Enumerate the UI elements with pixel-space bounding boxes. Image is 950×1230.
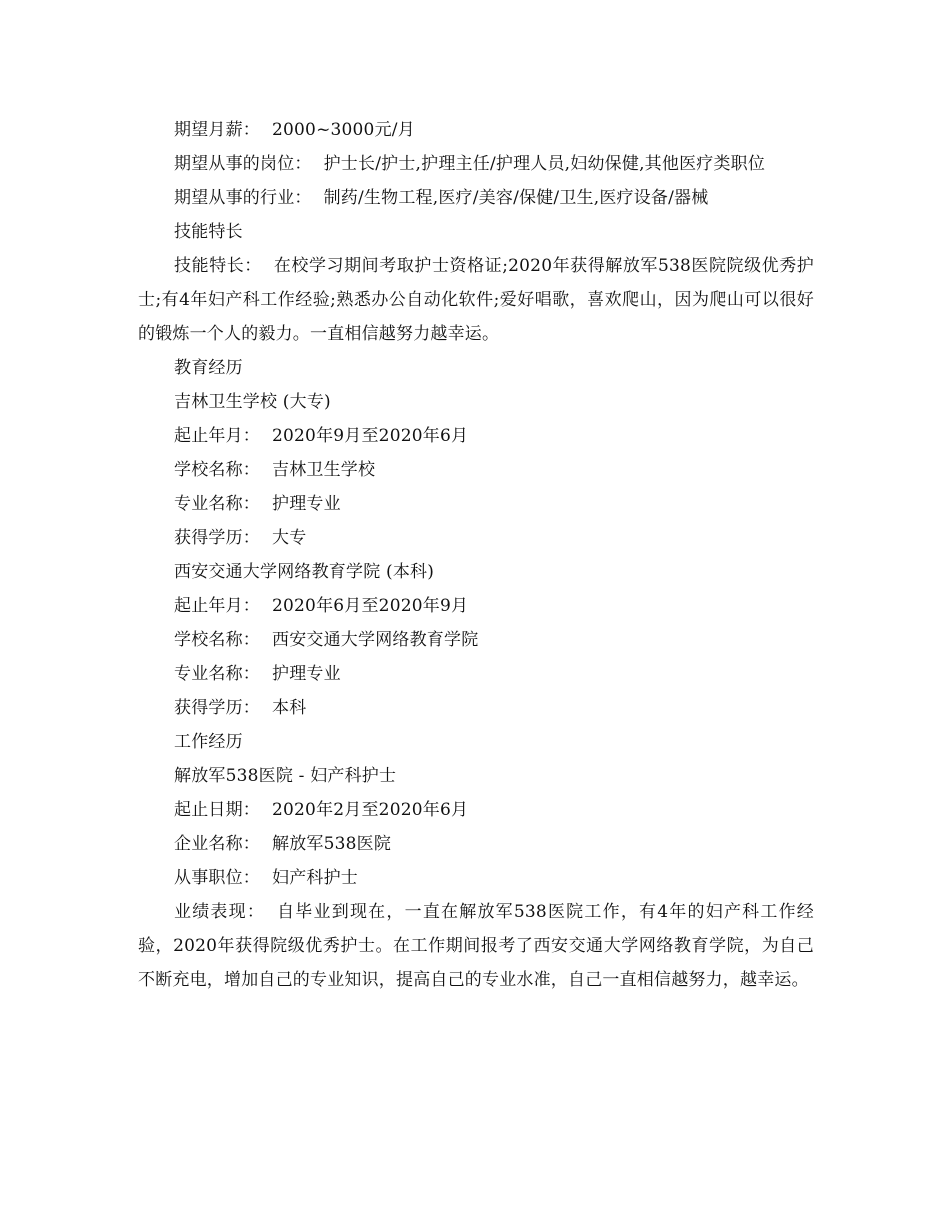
education-degree-value: 本科: [272, 698, 307, 718]
education-period-value: 2020年6月至2020年9月: [272, 596, 469, 616]
expected-position-value: 护士长/护士,护理主任/护理人员,妇幼保健,其他医疗类职位: [323, 154, 766, 174]
education-major-label: 专业名称：: [174, 664, 260, 684]
work-role-label: 从事职位：: [174, 868, 260, 888]
expected-industry: [138, 181, 814, 215]
education-degree: [138, 691, 814, 725]
work-period: [138, 793, 814, 827]
education-school-label: 学校名称：: [174, 460, 260, 480]
skills-heading: 技能特长: [174, 222, 243, 242]
work-performance-value: 自毕业到现在，一直在解放军538医院工作，有4年的妇产科工作经验，2020年获得院级优秀护士。在工作期间报考了西安交通大学网络教育学院，为自己不断充电，增加自己的专业知识，提高自己的专业水准，自己一直相信越努力，越幸运。: [138, 902, 815, 990]
education-degree-value: 大专: [272, 528, 307, 548]
work-period-label: 起止日期：: [174, 800, 260, 820]
education-period-label: 起止年月：: [174, 426, 260, 446]
expected-position-label: 期望从事的岗位：: [174, 154, 312, 174]
work-entry-title: 解放军538医院 - 妇产科护士: [174, 766, 397, 786]
education-entry-title: 吉林卫生学校 (大专): [174, 392, 331, 412]
education-major-value: 护理专业: [272, 494, 341, 514]
work-role-value: 妇产科护士: [272, 868, 358, 888]
education-major-value: 护理专业: [272, 664, 341, 684]
education-period-label: 起止年月：: [174, 596, 260, 616]
education-school: [138, 453, 814, 487]
education-period-value: 2020年9月至2020年6月: [272, 426, 469, 446]
education-school-value: 西安交通大学网络教育学院: [272, 630, 479, 650]
education-school: [138, 623, 814, 657]
education-school-value: 吉林卫生学校: [272, 460, 376, 480]
work-performance: [138, 895, 814, 997]
expected-industry-label: 期望从事的行业：: [174, 188, 312, 208]
education-heading: 教育经历: [174, 358, 243, 378]
skills-value: 在校学习期间考取护士资格证;2020年获得解放军538医院院级优秀护士;有4年妇产科工作经验;熟悉办公自动化软件;爱好唱歌，喜欢爬山，因为爬山可以很好的锻炼一个人的毅力。一直相信越努力越幸运。: [138, 256, 814, 344]
education-major: [138, 657, 814, 691]
expected-salary-label: 期望月薪：: [174, 120, 260, 140]
education-period: [138, 589, 814, 623]
education-degree-label: 获得学历：: [174, 698, 260, 718]
work-company-label: 企业名称：: [174, 834, 260, 854]
education-entry-title: 西安交通大学网络教育学院 (本科): [174, 562, 435, 582]
work-heading: 工作经历: [174, 732, 243, 752]
education-period: [138, 419, 814, 453]
work-period-value: 2020年2月至2020年6月: [272, 800, 469, 820]
education-major-label: 专业名称：: [174, 494, 260, 514]
work-company-value: 解放军538医院: [272, 834, 392, 854]
expected-position: [138, 147, 814, 181]
education-school-label: 学校名称：: [174, 630, 260, 650]
education-degree: [138, 521, 814, 555]
skills-label: 技能特长：: [174, 256, 262, 276]
education-major: [138, 487, 814, 521]
education-degree-label: 获得学历：: [174, 528, 260, 548]
work-performance-label: 业绩表现：: [174, 902, 266, 922]
skills-paragraph: [138, 249, 814, 351]
expected-salary: [138, 113, 814, 147]
work-company: [138, 827, 814, 861]
expected-salary-value: 2000~3000元/月: [272, 120, 415, 140]
work-role: [138, 861, 814, 895]
expected-industry-value: 制药/生物工程,医疗/美容/保健/卫生,医疗设备/器械: [323, 188, 709, 208]
resume-content: [138, 113, 814, 997]
